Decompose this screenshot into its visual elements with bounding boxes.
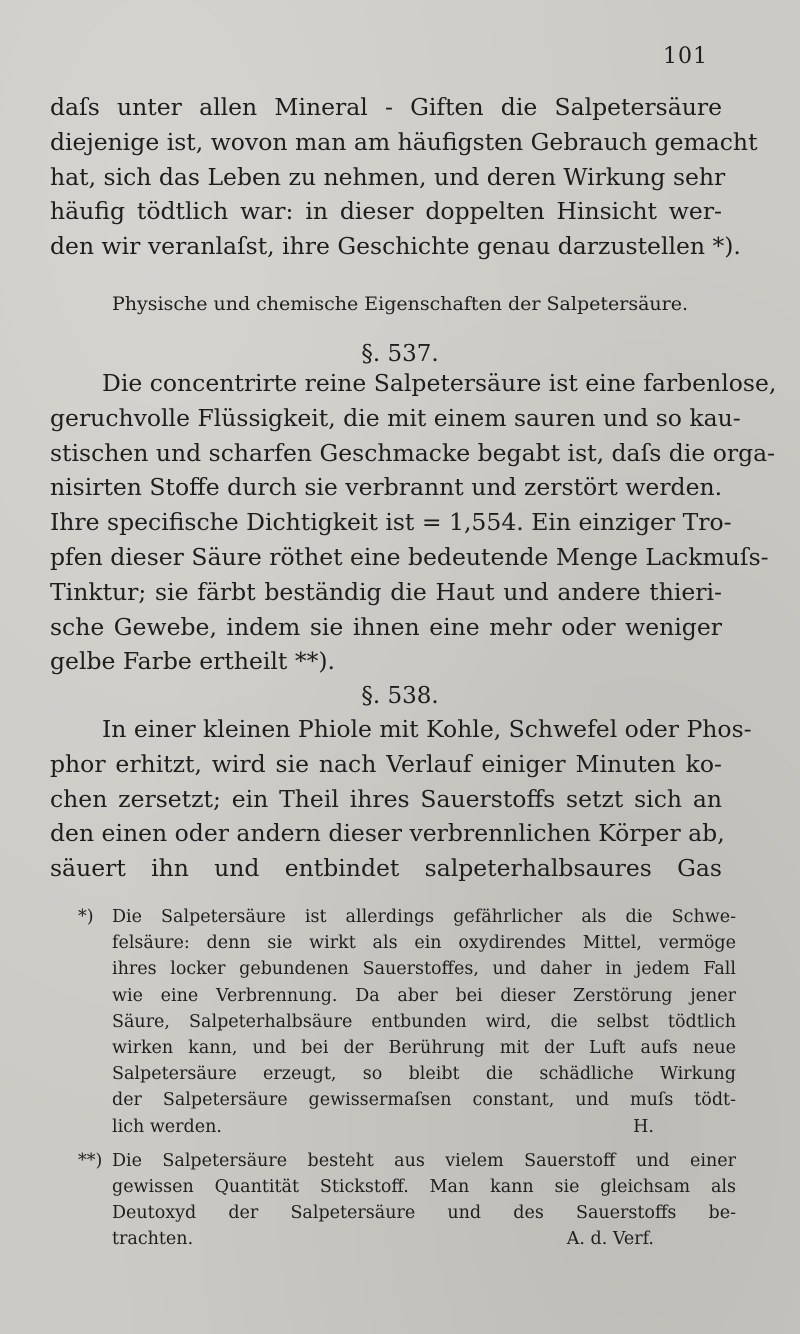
text-line: nisirten Stoffe durch sie verbrannt und zerstört werden. (50, 473, 723, 502)
footnote-line: ihres locker gebundenen Sauerstoffes, und daher in jedem Fall (112, 959, 736, 980)
paragraph-1 (50, 90, 758, 264)
footnote-1 (78, 904, 736, 1140)
text-line: hat, sich das Leben zu nehmen, und deren Wirkung sehr (50, 162, 726, 191)
text-line: gelbe Farbe ertheilt **). (50, 647, 335, 676)
text-line: den einen oder andern dieser verbrennlichen Körper ab, (50, 819, 725, 848)
footnote-marker: **) (78, 1150, 103, 1171)
footnote-line: trachten. (112, 1229, 194, 1250)
footnote-line: Deutoxyd der Salpetersäure und des Sauerstoffs be- (112, 1203, 736, 1224)
footnote-2 (78, 1148, 736, 1253)
footnote-line: felsäure: denn sie wirkt als ein oxydirendes Mittel, vermöge (112, 933, 736, 954)
footnote-closing-line (112, 1114, 736, 1140)
text-line: daſs unter allen Mineral - Giften die Salpetersäure (50, 93, 722, 121)
page-number: 101 (663, 44, 708, 69)
text-line: den wir veranlaſst, ihre Geschichte genau darzustellen *). (50, 232, 741, 261)
text-line: sche Gewebe, indem sie ihnen eine mehr oder weniger (50, 612, 722, 641)
text-line: Tinktur; sie färbt beständig die Haut und andere thieri- (50, 577, 722, 606)
section-mark-537: §. 537. (361, 341, 439, 367)
text-line: geruchvolle Flüssigkeit, die mit einem sauren und so kau- (50, 403, 741, 432)
text-line: säuert ihn und entbindet salpeterhalbsaures Gas (50, 854, 722, 883)
footnote-closing-line (112, 1226, 736, 1252)
text-line: In einer kleinen Phiole mit Kohle, Schwefel oder Phos- (102, 715, 752, 743)
footnote-line: Säure, Salpeterhalbsäure entbunden wird, die selbst tödtlich (112, 1011, 736, 1032)
footnote-marker: *) (78, 907, 94, 927)
text-line: Ihre specifische Dichtigkeit ist = 1,554. Ein einziger Tro- (50, 508, 732, 537)
text-line: pfen dieser Säure röthet eine bedeutende Menge Lackmuſs- (50, 542, 769, 571)
footnote-signature: H. (633, 1116, 654, 1137)
footnote-line: wie eine Verbrennung. Da aber bei dieser Zerstörung jener (112, 985, 736, 1006)
footnote-line: Die Salpetersäure ist allerdings gefährlicher als die Schwe- (112, 907, 736, 927)
footnotes (78, 904, 736, 1261)
paragraph-538 (50, 712, 752, 886)
footnote-line: Salpetersäure erzeugt, so bleibt die schädliche Wirkung (112, 1064, 736, 1085)
text-line: phor erhitzt, wird sie nach Verlauf einiger Minuten ko- (50, 749, 722, 778)
section-heading: Physische und chemische Eigenschaften der Salpetersäure. (111, 293, 689, 315)
text-line: diejenige ist, wovon man am häufigsten Gebrauch gemacht (50, 127, 758, 156)
text-line: häufig tödtlich war: in dieser doppelten Hinsicht wer- (50, 197, 722, 226)
footnote-line: gewissen Quantität Stickstoff. Man kann sie gleichsam als (112, 1177, 736, 1198)
footnote-line: der Salpetersäure gewissermaſsen constant, und muſs tödt- (112, 1090, 736, 1111)
footnote-signature: A. d. Verf. (566, 1229, 654, 1250)
footnote-line: Die Salpetersäure besteht aus vielem Sauerstoff und einer (112, 1150, 736, 1171)
footnote-line: wirken kann, und bei der Berührung mit der Luft aufs neue (112, 1038, 736, 1059)
section-mark-538: §. 538. (361, 683, 439, 709)
paragraph-537 (50, 366, 777, 679)
footnote-line: lich werden. (112, 1116, 222, 1137)
text-line: stischen und scharfen Geschmacke begabt ist, daſs die orga- (50, 438, 776, 467)
text-line: chen zersetzt; ein Theil ihres Sauerstoffs setzt sich an (50, 784, 722, 813)
text-line: Die concentrirte reine Salpetersäure ist eine farbenlose, (102, 369, 777, 397)
